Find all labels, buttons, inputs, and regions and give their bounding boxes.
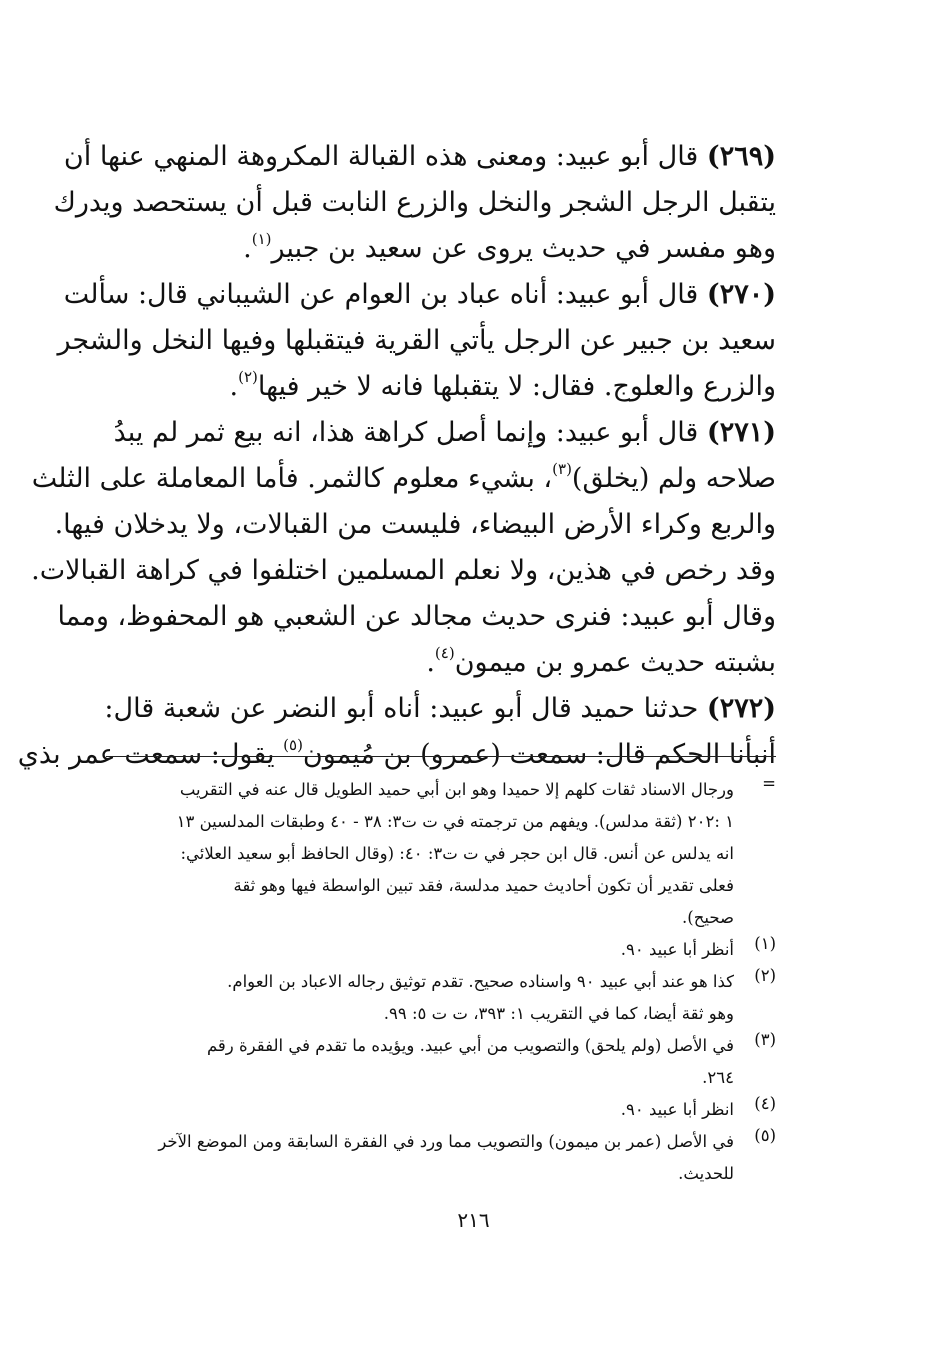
footnote-line: في الأصل (عمر بن ميمون) والتصويب مما ورد في الفقرة السابقة ومن الموضع الآخر (158, 1132, 734, 1151)
text-line (106, 640, 776, 686)
text-line (57, 318, 776, 364)
footnote-body (106, 1030, 734, 1094)
text-line (63, 134, 776, 180)
line-text: والربع وكراء الأرض البيضاء، فليست من القبالات، ولا يدخلان فيها. (54, 509, 776, 540)
line-text: يتقبل الرجل الشجر والنخل والزرع النابت قبل أن يستحصد ويدرك (53, 187, 776, 218)
text-line (106, 686, 776, 732)
text-line (31, 456, 776, 502)
line-text: حدثنا حميد قال أبو عبيد: أناه أبو النضر عن شعبة قال: (104, 693, 707, 724)
line-text-tail: . (243, 233, 252, 264)
footnote-line: وهو ثقة أيضا، كما في التقريب ١: ٣٩٣، ت ت ٥: ٩٩. (383, 1004, 734, 1023)
footnote-marker: (٥) (754, 1126, 776, 1145)
footnote-line: ١ :٢٠٢ (ثقة مدلس). ويفهم من ترجمته في ت ت٣: ٣٨ - ٤٠ وطبقات المدلسين ١٣ (176, 812, 734, 831)
footnote-marker: (٢) (754, 966, 776, 985)
text-line (31, 548, 776, 594)
footnote-line: للحديث. (678, 1164, 734, 1183)
footnote-body (106, 934, 734, 966)
line-text: قال أبو عبيد: وإنما أصل كراهة هذا، انه بيع ثمر لم يبدُ (113, 417, 707, 448)
footnote-reference: (٤) (434, 644, 455, 662)
footnote (106, 934, 776, 966)
footnote-line: في الأصل (ولم يلحق) والتصويب من أبي عبيد. ويؤيده ما تقدم في الفقرة رقم (206, 1036, 734, 1055)
paragraph-number: (٢٧٠) (706, 279, 776, 310)
footnote (106, 1094, 776, 1126)
paragraph-number: (٢٧١) (706, 417, 776, 448)
footnote-body (106, 1126, 734, 1190)
line-text: قال أبو عبيد: ومعنى هذه القبالة المكروهة المنهي عنها أن (63, 141, 707, 172)
line-text-tail: يقول: سمعت عمر بذي (17, 739, 284, 770)
line-text: وقد رخص في هذين، ولا نعلم المسلمين اختلفوا في كراهة القبالات. (31, 555, 776, 586)
text-line (63, 272, 776, 318)
line-text: بشبته حديث عمرو بن ميمون (454, 647, 776, 678)
footnote-line: انظر أبا عبيد ٩٠. (620, 1100, 734, 1119)
line-text: أنبأنا الحكم قال: سمعت (عمرو) بن مُيمون (302, 739, 776, 770)
footnote (106, 966, 776, 1030)
text-line (106, 410, 776, 456)
footnote-marker: = (762, 774, 776, 793)
page-number: ٢١٦ (457, 1208, 490, 1232)
footnote-line: ورجال الاسناد ثقات كلهم إلا حميدا وهو ابن أبي حميد الطويل قال عنه في التقريب (179, 780, 734, 799)
footnote-line: انه يدلس عن أنس. قال ابن حجر في ت ت٣: ٤٠: (وقال الحافظ أبو سعيد العلائي: (180, 844, 734, 863)
text-line (17, 732, 776, 778)
text-line (106, 226, 776, 272)
footnote (106, 774, 776, 934)
line-text: سعيد بن جبير عن الرجل يأتي القرية فيتقبلها وفيها النخل والشجر (57, 325, 776, 356)
paragraph-number: (٢٧٢) (706, 693, 776, 724)
text-line (57, 594, 776, 640)
paragraph-number: (٢٦٩) (706, 141, 776, 172)
footnote (106, 1030, 776, 1094)
footnote-line: صحيح). (682, 908, 734, 927)
footnote-marker: (٣) (754, 1030, 776, 1049)
line-text: وقال أبو عبيد: فنرى حديث مجالد عن الشعبي هو المحفوظ، ومما (57, 601, 776, 632)
footnote-body (106, 1094, 734, 1126)
footnote-body (106, 774, 734, 934)
footnotes (106, 774, 776, 1190)
line-text: وهو مفسر في حديث يروى عن سعيد بن جبير (271, 233, 776, 264)
footnote-reference: (٢) (238, 368, 258, 386)
line-text: صلاحه ولم (يخلق) (571, 463, 776, 494)
main-text (17, 134, 776, 778)
footnote-marker: (٤) (754, 1094, 776, 1113)
line-text-tail: . (229, 371, 239, 402)
footnote-reference: (٥) (283, 736, 303, 754)
footnote-line: كذا هو عند أبي عبيد ٩٠ واسناده صحيح. تقدم توثيق رجاله الاعباد بن العوام. (227, 972, 734, 991)
footnote-line: ٢٦٤. (702, 1068, 734, 1087)
footnote-line: فعلى تقدير أن تكون أحاديث حميد مدلسة، فقد تبين الواسطة فيها وهو ثقة (233, 876, 734, 895)
line-text: قال أبو عبيد: أناه عباد بن العوام عن الشيباني قال: سألت (63, 279, 707, 310)
line-text-tail: . (426, 647, 435, 678)
line-text-tail: ، بشيء معلوم كالثمر. فأما المعاملة على الثلث (31, 463, 553, 494)
footnote (106, 1126, 776, 1190)
text-line (53, 180, 776, 226)
text-line (54, 502, 776, 548)
footnote-line: أنظر أبا عبيد ٩٠. (620, 940, 734, 959)
footnote-reference: (٣) (552, 460, 572, 478)
line-text: والزرع والعلوج. فقال: لا يتقبلها فانه لا خير فيها (257, 371, 776, 402)
footnote-body (106, 966, 734, 1030)
footnote-marker: (١) (754, 934, 776, 953)
footnote-reference: (١) (251, 230, 272, 248)
footnote-separator (106, 756, 776, 757)
text-line (106, 364, 776, 410)
